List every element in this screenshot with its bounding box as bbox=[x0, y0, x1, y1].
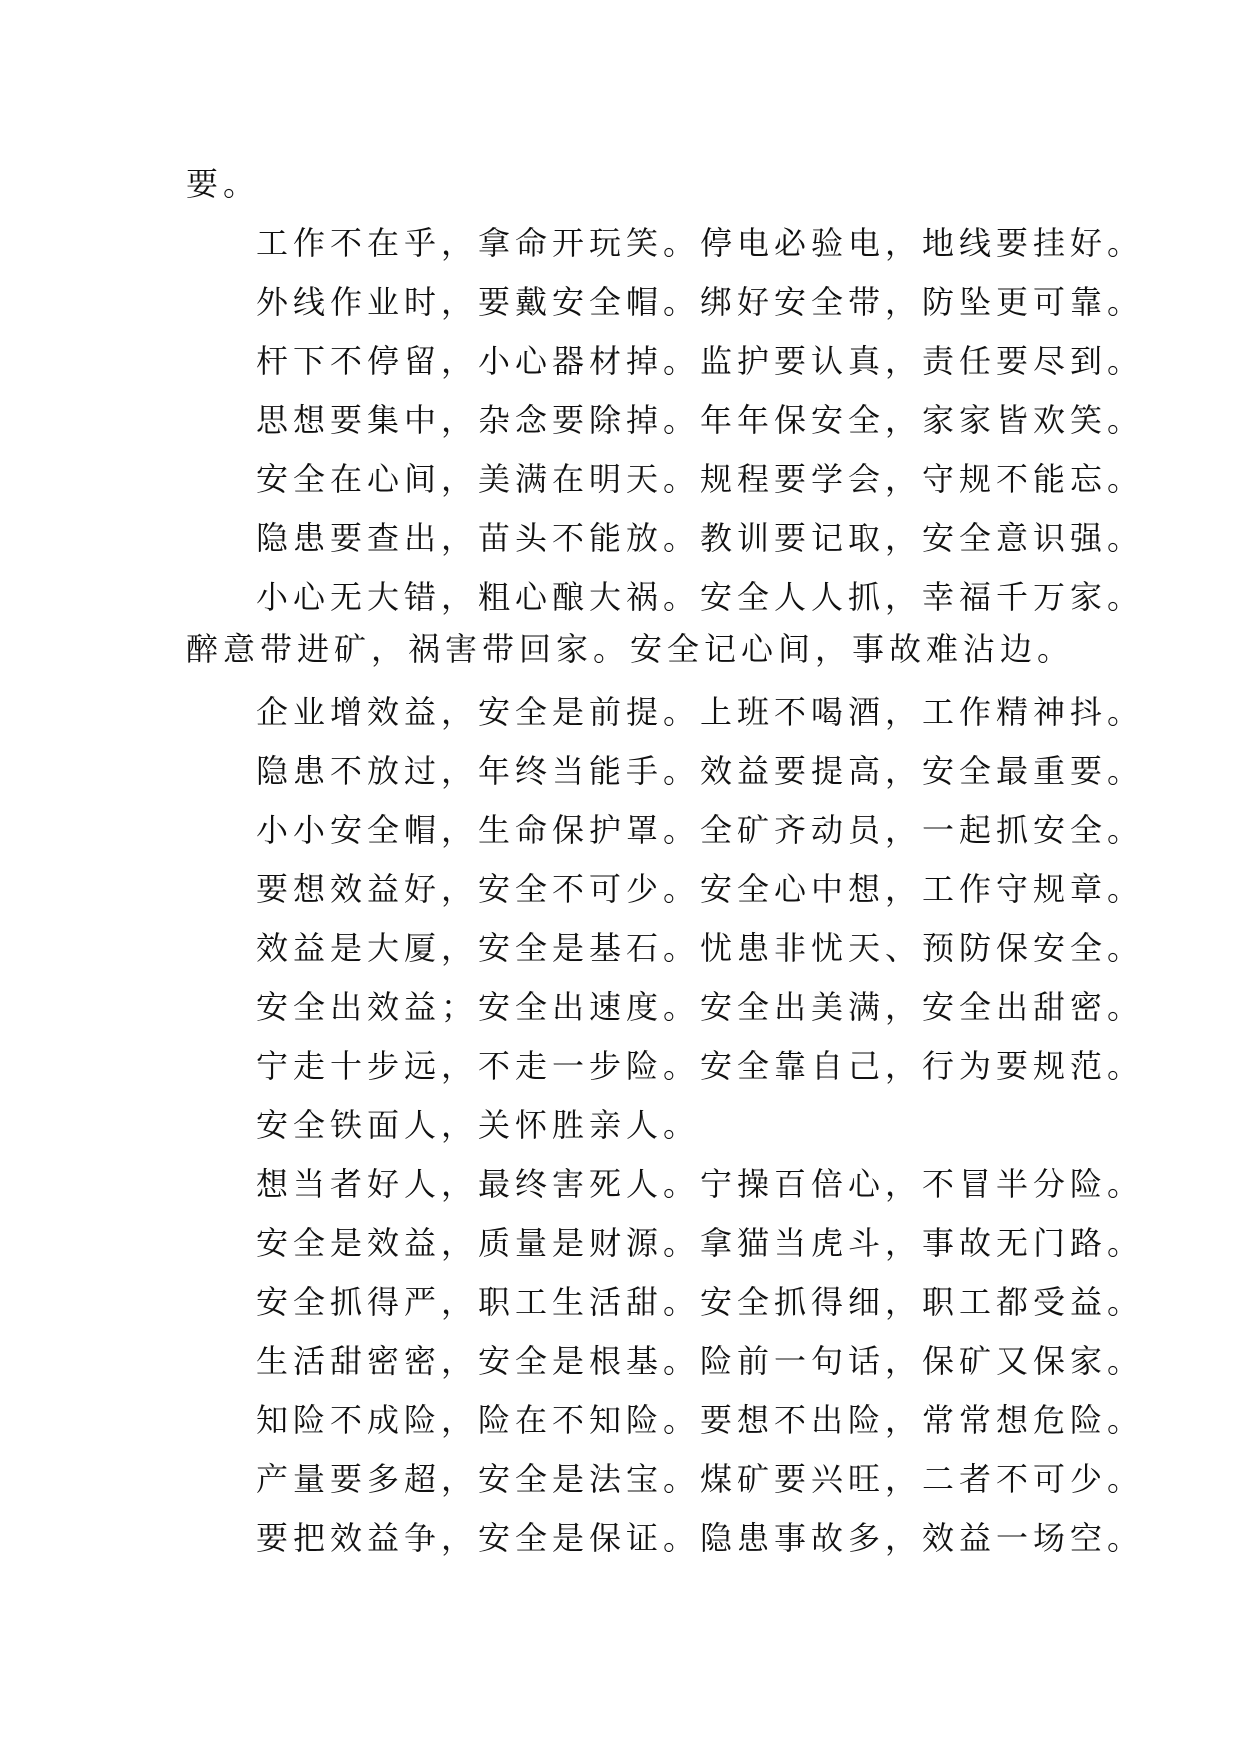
text-line: 杆下不停留，小心器材掉。监护要认真，责任要尽到。 bbox=[256, 342, 1145, 380]
text-line: 工作不在乎，拿命开玩笑。停电必验电，地线要挂好。 bbox=[256, 224, 1145, 262]
text-line: 生活甜密密，安全是根基。险前一句话，保矿又保家。 bbox=[256, 1342, 1145, 1380]
text-line: 小心无大错，粗心酿大祸。安全人人抓，幸福千万家。 bbox=[256, 578, 1145, 616]
text-line: 安全铁面人，关怀胜亲人。 bbox=[256, 1106, 701, 1144]
text-line: 要想效益好，安全不可少。安全心中想，工作守规章。 bbox=[256, 870, 1145, 908]
text-line: 企业增效益，安全是前提。上班不喝酒，工作精神抖。 bbox=[256, 693, 1145, 731]
text-line: 隐患要查出，苗头不能放。教训要记取，安全意识强。 bbox=[256, 519, 1145, 557]
text-line: 小小安全帽，生命保护罩。全矿齐动员，一起抓安全。 bbox=[256, 811, 1145, 849]
text-line: 隐患不放过，年终当能手。效益要提高，安全最重要。 bbox=[256, 752, 1145, 790]
text-line: 想当者好人，最终害死人。宁操百倍心，不冒半分险。 bbox=[256, 1165, 1145, 1203]
text-line: 要把效益争，安全是保证。隐患事故多，效益一场空。 bbox=[256, 1519, 1145, 1557]
text-line: 安全在心间，美满在明天。规程要学会，守规不能忘。 bbox=[256, 460, 1145, 498]
text-line: 效益是大厦，安全是基石。忧患非忧天、预防保安全。 bbox=[256, 929, 1145, 967]
text-line: 外线作业时，要戴安全帽。绑好安全带，防坠更可靠。 bbox=[256, 283, 1145, 321]
text-line: 安全抓得严，职工生活甜。安全抓得细，职工都受益。 bbox=[256, 1283, 1145, 1321]
text-line: 知险不成险，险在不知险。要想不出险，常常想危险。 bbox=[256, 1401, 1145, 1439]
text-line: 醉意带进矿，祸害带回家。安全记心间，事故难沾边。 bbox=[186, 630, 1075, 668]
text-line: 宁走十步远，不走一步险。安全靠自己，行为要规范。 bbox=[256, 1047, 1145, 1085]
text-line: 安全是效益，质量是财源。拿猫当虎斗，事故无门路。 bbox=[256, 1224, 1145, 1262]
text-line: 思想要集中，杂念要除掉。年年保安全，家家皆欢笑。 bbox=[256, 401, 1145, 439]
text-line: 要。 bbox=[186, 165, 261, 203]
text-line: 产量要多超，安全是法宝。煤矿要兴旺，二者不可少。 bbox=[256, 1460, 1145, 1498]
text-line: 安全出效益；安全出速度。安全出美满，安全出甜密。 bbox=[256, 988, 1145, 1026]
